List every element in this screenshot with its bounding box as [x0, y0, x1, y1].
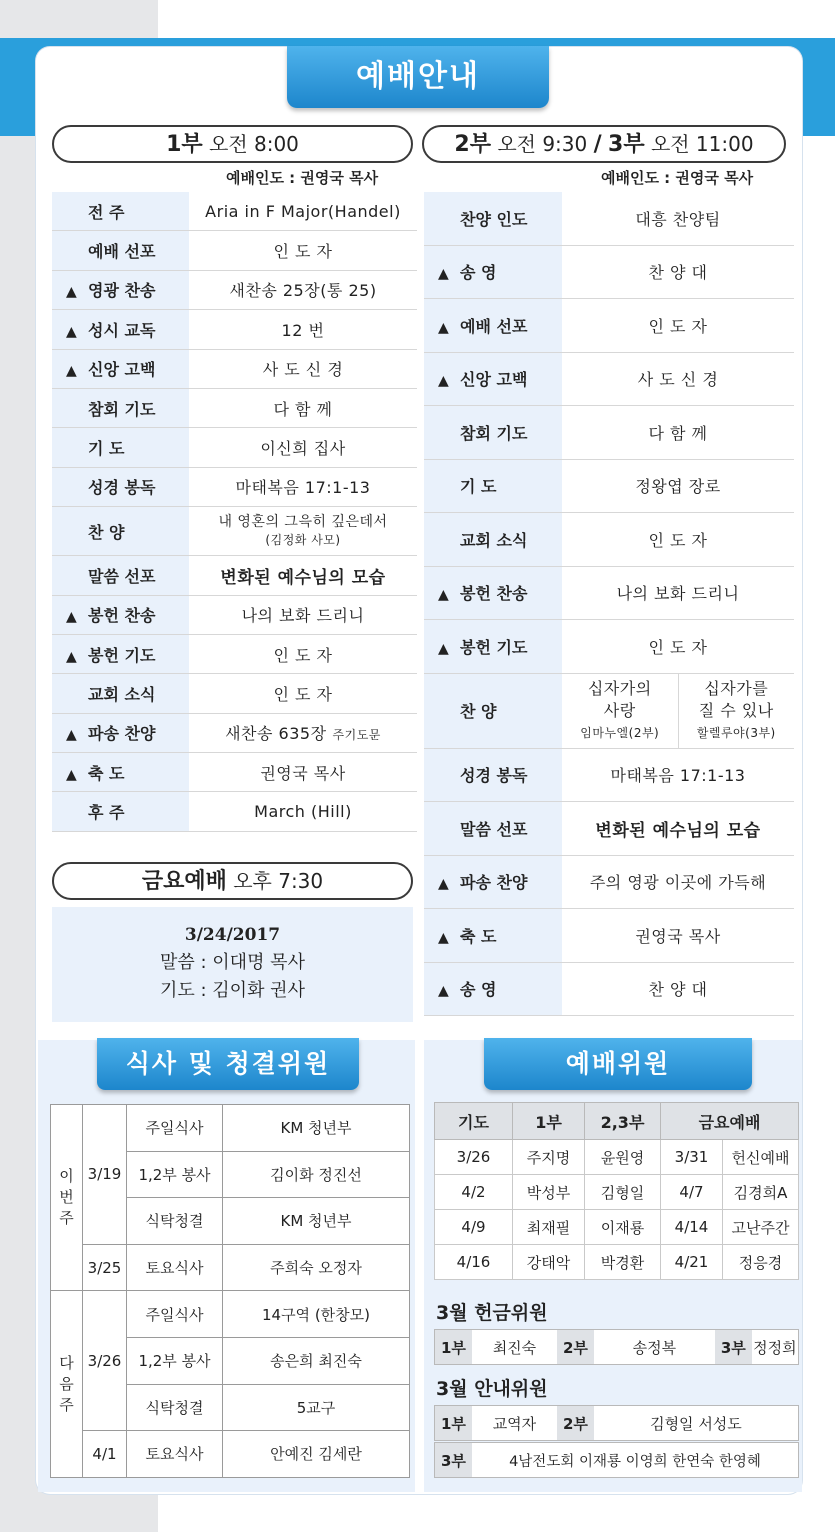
s1-row-label-cell	[52, 231, 189, 270]
service23-header	[422, 125, 786, 163]
worship-cell: 4/21	[661, 1245, 723, 1280]
s1-row-label-cell	[52, 428, 189, 467]
s2-row	[424, 855, 794, 909]
s2-row-label: 봉헌 찬송	[460, 584, 528, 604]
s2-row-triangle-icon: ▲	[438, 876, 449, 893]
s1-row-value: 인 도 자	[273, 645, 333, 665]
s1-row	[52, 595, 417, 634]
s2-praise-label: 찬 양	[460, 702, 497, 721]
usher-k1: 1부	[435, 1406, 472, 1440]
s2-row	[424, 566, 794, 620]
s1-row-value-cell	[189, 507, 417, 556]
worship-cell: 4/7	[661, 1175, 723, 1210]
s2-row-value-cell	[562, 245, 794, 299]
praise-2-by: 임마누엘(2부)	[580, 725, 660, 740]
meal-date: 4/1	[83, 1431, 127, 1478]
s1-row	[52, 674, 417, 713]
offering-k2: 2부	[557, 1330, 594, 1364]
s2-row	[424, 620, 794, 674]
s2-row-label-cell	[424, 406, 562, 460]
s2-row	[424, 245, 794, 299]
friday-title: 금요예배	[141, 869, 227, 894]
s2-row-value-cell	[562, 352, 794, 406]
s2-row-label: 봉헌 기도	[460, 637, 528, 657]
service1-time: 오전 8:00	[209, 132, 299, 156]
s2-row-value: 인 도 자	[648, 316, 708, 336]
s2-row	[424, 748, 794, 802]
s1-row	[52, 310, 417, 349]
s1-row-label: 신앙 고백	[88, 360, 156, 380]
praise-3-line2: 질 수 있나	[698, 700, 774, 720]
s1-row-value-cell	[189, 674, 417, 713]
worship-cell: 최재필	[513, 1210, 585, 1245]
worship-header-cell: 금요예배	[661, 1103, 799, 1140]
s1-row-value-cell	[189, 792, 417, 831]
worship-header-cell: 기도	[435, 1103, 513, 1140]
s1-row-triangle-icon: ▲	[66, 609, 77, 626]
s2-row-triangle-icon: ▲	[438, 266, 449, 283]
s2-row-label-cell	[424, 748, 562, 802]
friday-box	[52, 907, 413, 1022]
s1-row	[52, 192, 417, 231]
s1-row-value-cell	[189, 349, 417, 388]
friday-prayer: 기도 : 김이화 권사	[160, 980, 305, 1001]
s1-row-value-cell	[189, 595, 417, 634]
s2-row-value: 정왕엽 장로	[635, 477, 721, 497]
s1-row-label: 기 도	[88, 439, 125, 459]
meal-row	[51, 1244, 410, 1291]
s2-row-value-cell	[562, 909, 794, 963]
friday-header	[52, 862, 413, 900]
s1-row-value: 인 도 자	[273, 684, 333, 704]
s1-row-value: 마태복음 17:1-13	[235, 478, 371, 498]
s1-row-value: 권영국 목사	[260, 763, 346, 783]
s2-row	[424, 513, 794, 567]
s1-row-label: 찬 양	[88, 522, 125, 542]
s1-row-label-cell	[52, 634, 189, 673]
s2-row	[424, 909, 794, 963]
s2-row	[424, 459, 794, 513]
meal-role: 1,2부 봉사	[127, 1337, 223, 1384]
service-slash: /	[593, 132, 602, 157]
praise-3-by: 할렐루야(3부)	[696, 725, 776, 740]
offering-v2: 송정복	[632, 1338, 677, 1357]
worship-row	[435, 1140, 799, 1175]
s2-row-triangle-icon: ▲	[438, 319, 449, 336]
s2-row-triangle-icon: ▲	[438, 587, 449, 604]
meal-role: 토요식사	[127, 1431, 223, 1478]
praise-3-line1: 십자가를	[704, 678, 769, 698]
worship-row	[435, 1245, 799, 1280]
s2-row-label: 교회 소식	[460, 530, 528, 550]
s2-praise-row	[424, 673, 794, 748]
s1-row-value: Aria in F Major(Handel)	[205, 201, 401, 221]
worship-cell: 이재룡	[585, 1210, 661, 1245]
service23-leader: 예배인도 : 권영국 목사	[601, 169, 754, 187]
s1-row-label: 파송 찬양	[88, 724, 156, 744]
s1-row-label-cell	[52, 467, 189, 506]
friday-date: 3/24/2017	[184, 925, 281, 945]
service1-table	[52, 192, 417, 832]
s2-row-label: 말씀 선포	[460, 819, 528, 839]
praise-2-line2: 사랑	[603, 700, 636, 720]
meal-name: 김이화 정진선	[223, 1151, 410, 1198]
s2-row-label: 신앙 고백	[460, 370, 528, 390]
s2-row-triangle-icon: ▲	[438, 373, 449, 390]
worship-cell: 3/26	[435, 1140, 513, 1175]
s2-row-label-cell	[424, 352, 562, 406]
meal-role: 1,2부 봉사	[127, 1151, 223, 1198]
worship-header-cell: 2,3부	[585, 1103, 661, 1140]
s2-praise-cell-2	[562, 673, 678, 748]
s1-row-triangle-icon: ▲	[66, 323, 77, 340]
s1-row-value-cell	[189, 231, 417, 270]
s1-row-label-cell	[52, 310, 189, 349]
s1-row	[52, 428, 417, 467]
s1-row-triangle-icon: ▲	[66, 284, 77, 301]
s1-row-label-cell	[52, 674, 189, 713]
s1-row-label-cell	[52, 388, 189, 427]
s1-row	[52, 792, 417, 831]
s2-row-value: 대흥 찬양팀	[635, 209, 721, 229]
s1-row-triangle-icon: ▲	[66, 727, 77, 744]
s1-row-label: 교회 소식	[88, 684, 156, 704]
s1-row-value: 이신희 집사	[260, 439, 346, 459]
worship-row	[435, 1175, 799, 1210]
usher-v2: 김형일 서성도	[650, 1414, 742, 1433]
s2-row-value: 찬 양 대	[648, 263, 708, 283]
worship-cell: 박성부	[513, 1175, 585, 1210]
usher-k2: 2부	[557, 1406, 594, 1440]
s2-row	[424, 962, 794, 1016]
meal-role: 식탁청결	[127, 1384, 223, 1431]
s1-row	[52, 634, 417, 673]
s1-row-value: 나의 보화 드리니	[241, 606, 365, 626]
s1-row-label: 영광 찬송	[88, 281, 156, 301]
s1-row-value-cell	[189, 753, 417, 792]
s1-row	[52, 231, 417, 270]
s2-row-value-cell	[562, 566, 794, 620]
s1-row-value-extra: 주기도문	[332, 728, 381, 743]
worship-header-cell: 1부	[513, 1103, 585, 1140]
service1-part: 1부	[166, 132, 203, 157]
usher-title: 3월 안내위원	[436, 1378, 548, 1400]
s2-row-label-cell	[424, 909, 562, 963]
page-title: 예배안내	[287, 46, 549, 108]
s2-row-triangle-icon: ▲	[438, 929, 449, 946]
offering-title: 3월 헌금위원	[436, 1302, 548, 1324]
s2-row-label-cell	[424, 802, 562, 856]
s2-row-label-cell	[424, 513, 562, 567]
s2-row	[424, 299, 794, 353]
meal-next-week: 다 음 주	[51, 1291, 83, 1477]
s1-row-label: 말씀 선포	[88, 566, 156, 586]
s1-row	[52, 388, 417, 427]
s2-row-value-cell	[562, 962, 794, 1016]
s2-row-value: 나의 보화 드리니	[616, 584, 740, 604]
s1-row-label: 후 주	[88, 803, 125, 823]
meal-name: 5교구	[223, 1384, 410, 1431]
worship-cell: 김형일	[585, 1175, 661, 1210]
service1-leader: 예배인도 : 권영국 목사	[226, 169, 379, 187]
meal-table	[50, 1104, 410, 1478]
s2-row-value: 변화된 예수님의 모습	[595, 820, 761, 841]
s1-row-value-cell	[189, 556, 417, 595]
meal-name: 안예진 김세란	[223, 1431, 410, 1478]
usher-v3: 4남전도회 이재룡 이영희 한연숙 한영혜	[509, 1453, 761, 1470]
worship-cell: 4/16	[435, 1245, 513, 1280]
s1-row-label: 참회 기도	[88, 399, 156, 419]
worship-cell: 4/9	[435, 1210, 513, 1245]
s2-row	[424, 352, 794, 406]
s2-row-label-cell	[424, 299, 562, 353]
s1-row-value: 12 번	[281, 320, 325, 340]
meal-row	[51, 1105, 410, 1152]
s2-row-value: 다 함 께	[648, 423, 708, 443]
s1-row-triangle-icon: ▲	[66, 648, 77, 665]
worship-cell: 김경희A	[723, 1175, 799, 1210]
s2-row-triangle-icon: ▲	[438, 983, 449, 1000]
s2-row-value-cell	[562, 192, 794, 245]
worship-cell: 4/2	[435, 1175, 513, 1210]
s2-row-label-cell	[424, 962, 562, 1016]
s2-row-label: 송 영	[460, 980, 497, 1000]
s1-row-value-cell	[189, 634, 417, 673]
s1-row-label-cell	[52, 595, 189, 634]
meal-role: 토요식사	[127, 1244, 223, 1291]
s2-row	[424, 406, 794, 460]
s2-row-label-cell	[424, 459, 562, 513]
meal-name: KM 청년부	[223, 1198, 410, 1245]
s2-row-value: 사 도 신 경	[637, 370, 719, 390]
s1-row-triangle-icon: ▲	[66, 766, 77, 783]
s2-row-value-cell	[562, 459, 794, 513]
s1-row-value-cell	[189, 428, 417, 467]
s2-praise-label-cell	[424, 673, 562, 748]
s1-row	[52, 753, 417, 792]
s2-row-value: 찬 양 대	[648, 980, 708, 1000]
offering-v1: 최진숙	[492, 1338, 537, 1357]
s2-row-label-cell	[424, 245, 562, 299]
s2-row-value-cell	[562, 406, 794, 460]
s2-row-label: 송 영	[460, 263, 497, 283]
worship-cell: 박경환	[585, 1245, 661, 1280]
s2-row-value: 주의 영광 이곳에 가득해	[589, 873, 767, 893]
s2-row-label: 축 도	[460, 926, 497, 946]
s2-row-label-cell	[424, 855, 562, 909]
s2-row	[424, 802, 794, 856]
s2-row-label-cell	[424, 192, 562, 245]
s2-row-value-cell	[562, 802, 794, 856]
s2-row-label: 성경 봉독	[460, 766, 528, 786]
worship-cell: 3/31	[661, 1140, 723, 1175]
s1-row-value: 새찬송 25장(통 25)	[229, 281, 377, 301]
worship-cell: 4/14	[661, 1210, 723, 1245]
service1-header	[52, 125, 413, 163]
usher-strip-2	[434, 1442, 799, 1478]
worship-cell: 윤원영	[585, 1140, 661, 1175]
s2-row-label: 기 도	[460, 477, 497, 497]
worship-cell: 고난주간	[723, 1210, 799, 1245]
worship-cell: 정응경	[723, 1245, 799, 1280]
worship-cell: 주지명	[513, 1140, 585, 1175]
worship-cell: 강태악	[513, 1245, 585, 1280]
meal-date: 3/19	[83, 1105, 127, 1245]
s1-row-value-cell	[189, 270, 417, 309]
s2-row-value-cell	[562, 299, 794, 353]
offering-v3: 정정희	[753, 1338, 797, 1357]
s2-row-value-cell	[562, 748, 794, 802]
usher-k3: 3부	[435, 1443, 472, 1477]
s1-praise-singer: (김정화 사모)	[265, 533, 341, 548]
meal-name: 송은희 최진숙	[223, 1337, 410, 1384]
service2-part: 2부	[454, 132, 491, 157]
s1-row-value-cell	[189, 713, 417, 752]
service3-part: 3부	[608, 132, 645, 157]
s2-row-value: 인 도 자	[648, 637, 708, 657]
meal-this-week: 이 번 주	[51, 1105, 83, 1291]
s1-row-label-cell	[52, 753, 189, 792]
meal-date: 3/26	[83, 1291, 127, 1431]
s1-row-label-cell	[52, 270, 189, 309]
worship-row	[435, 1210, 799, 1245]
s1-row-label: 축 도	[88, 763, 125, 783]
s2-row-value: 인 도 자	[648, 530, 708, 550]
service23-table	[424, 192, 794, 1016]
s1-row-label-cell	[52, 507, 189, 556]
meal-role: 주일식사	[127, 1291, 223, 1338]
s2-row-label-cell	[424, 566, 562, 620]
s1-row	[52, 467, 417, 506]
s1-row	[52, 349, 417, 388]
s2-row-value-cell	[562, 513, 794, 567]
praise-2-line1: 십자가의	[587, 678, 652, 698]
s1-row-value: 다 함 께	[273, 399, 333, 419]
s2-row-triangle-icon: ▲	[438, 640, 449, 657]
s1-row-value-cell	[189, 310, 417, 349]
meal-name: KM 청년부	[223, 1105, 410, 1152]
s1-row-label-cell	[52, 192, 189, 231]
friday-sermon: 말씀 : 이대명 목사	[160, 952, 305, 973]
s2-row-value-cell	[562, 855, 794, 909]
offering-k3: 3부	[715, 1330, 752, 1364]
s1-row-value: 사 도 신 경	[262, 360, 344, 380]
s1-row	[52, 507, 417, 556]
friday-time: 오후 7:30	[233, 869, 324, 893]
s2-row-value: 권영국 목사	[635, 926, 721, 946]
s1-row-value: 인 도 자	[273, 242, 333, 262]
worship-table	[434, 1102, 799, 1280]
s1-row-label: 봉헌 기도	[88, 645, 156, 665]
s1-row	[52, 556, 417, 595]
s1-row-value: March (Hill)	[254, 802, 352, 822]
usher-strip-1	[434, 1405, 799, 1441]
s1-praise-song: 내 영혼의 그윽히 깊은데서	[218, 514, 388, 531]
s2-row	[424, 192, 794, 245]
s2-row-label-cell	[424, 620, 562, 674]
s2-row-value-cell	[562, 620, 794, 674]
meal-row	[51, 1291, 410, 1338]
s1-row-label-cell	[52, 349, 189, 388]
meal-role: 주일식사	[127, 1105, 223, 1152]
s1-row-label: 예배 선포	[88, 242, 156, 262]
s1-row-label-cell	[52, 713, 189, 752]
s2-row-label: 파송 찬양	[460, 873, 528, 893]
s1-row-label: 성경 봉독	[88, 478, 156, 498]
s1-row-value: 새찬송 635장	[225, 724, 327, 744]
meal-date: 3/25	[83, 1244, 127, 1291]
meal-title: 식사 및 청결위원	[97, 1038, 359, 1090]
s1-row-value-cell	[189, 388, 417, 427]
s1-row	[52, 713, 417, 752]
s1-row-value-cell	[189, 467, 417, 506]
meal-name: 주희숙 오정자	[223, 1244, 410, 1291]
s2-row-label: 예배 선포	[460, 316, 528, 336]
offering-strip	[434, 1329, 799, 1365]
service3-time: 오전 11:00	[650, 132, 754, 156]
s1-row-label-cell	[52, 556, 189, 595]
s2-row-label: 참회 기도	[460, 423, 528, 443]
worship-title: 예배위원	[484, 1038, 752, 1090]
s2-row-value: 마태복음 17:1-13	[610, 766, 746, 786]
meal-row	[51, 1431, 410, 1478]
meal-role: 식탁청결	[127, 1198, 223, 1245]
s1-row-label: 봉헌 찬송	[88, 606, 156, 626]
s1-row	[52, 270, 417, 309]
s1-row-triangle-icon: ▲	[66, 363, 77, 380]
s1-row-label: 성시 교독	[88, 320, 156, 340]
meal-name: 14구역 (한창모)	[223, 1291, 410, 1338]
s1-row-value-cell	[189, 192, 417, 231]
usher-v1: 교역자	[492, 1414, 537, 1433]
s2-praise-cell-3	[678, 673, 794, 748]
s1-row-value: 변화된 예수님의 모습	[220, 567, 386, 588]
offering-k1: 1부	[435, 1330, 472, 1364]
s1-row-label-cell	[52, 792, 189, 831]
worship-cell: 헌신예배	[723, 1140, 799, 1175]
s1-row-label: 전 주	[88, 202, 125, 222]
s2-row-label: 찬양 인도	[460, 209, 528, 229]
service2-time: 오전 9:30	[497, 132, 588, 156]
